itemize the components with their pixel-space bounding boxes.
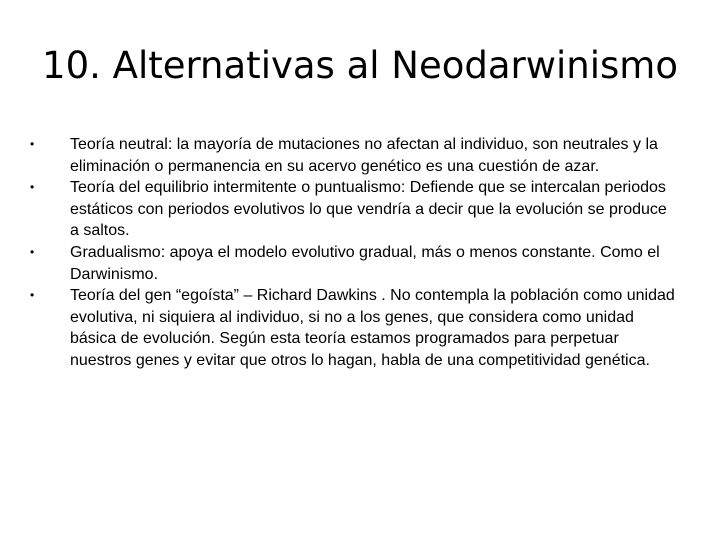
bullet-text: Teoría del equilibrio intermitente o puntualismo: Defiende que se intercalan periodos estáticos con periodos evolutivos lo que vendría a decir que la evolución se produce a saltos. [70, 179, 667, 240]
bullet-item-neutral-theory [30, 134, 680, 177]
bullet-item-punctuated-equilibrium [30, 177, 680, 242]
bullet-icon: • [30, 244, 35, 259]
bullet-text: Teoría del gen “egoísta” – Richard Dawkins . No contempla la población como unidad evolutiva, ni siquiera al individuo, si no a los genes, que considera como unidad básica de evolución. Según esta teoría estamos programados para perpetuar nuestros genes y evitar que otros lo hagan, habla de una competitividad genética. [70, 287, 675, 369]
bullet-list [30, 134, 680, 372]
bullet-text: Gradualismo: apoya el modelo evolutivo gradual, más o menos constante. Como el Darwinismo. [70, 243, 660, 283]
bullet-icon: • [30, 288, 35, 303]
bullet-icon: • [30, 180, 35, 195]
bullet-text: Teoría neutral: la mayoría de mutaciones no afectan al individuo, son neutrales y la eliminación o permanencia en su acervo genético es una cuestión de azar. [70, 136, 658, 175]
slide-title: 10. Alternativas al Neodarwinismo [42, 44, 678, 87]
bullet-item-selfish-gene [30, 285, 680, 371]
bullet-item-gradualism [30, 242, 680, 285]
bullet-icon: • [30, 137, 35, 151]
